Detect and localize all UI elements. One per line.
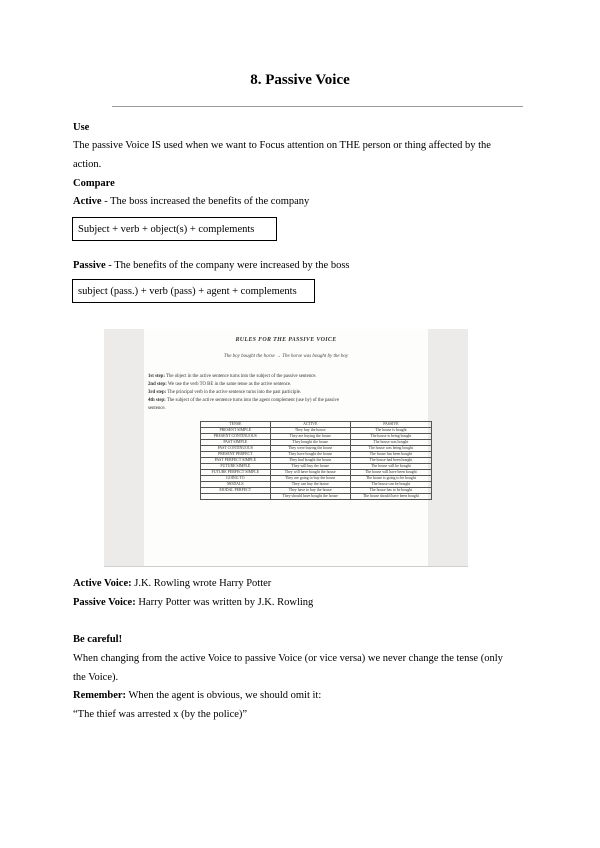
rules-step-4: 4th step: The subject of the active sentence turns into the agent complement (use by) of the passive <box>148 398 340 403</box>
rules-table-cell: They have bought the house <box>270 452 350 458</box>
page-title: 8. Passive Voice <box>250 72 350 88</box>
header-active: ACTIVE <box>270 422 350 428</box>
active-voice-text: J.K. Rowling wrote Harry Potter <box>131 578 272 589</box>
rules-table-cell: GOING TO <box>201 476 271 482</box>
rules-table-row <box>201 434 432 440</box>
remember-line <box>73 690 321 701</box>
active-voice-label: Active Voice: <box>73 578 132 589</box>
header-tense: TENSE <box>201 422 271 428</box>
passive-voice-label: Passive Voice: <box>73 597 136 608</box>
rules-table-cell: The house is going to be bought <box>350 476 431 482</box>
rules-image <box>104 329 468 566</box>
rules-table-cell: The house will have been bought <box>350 470 431 476</box>
rules-table-cell: PAST SIMPLE <box>201 440 271 446</box>
rules-table-row <box>201 464 432 470</box>
rules-table-cell: The house had been bought <box>350 458 431 464</box>
rules-table-row <box>201 428 432 434</box>
rules-table-cell: The house has been bought <box>350 452 431 458</box>
passive-sentence <box>73 260 350 271</box>
rules-table-cell: They will buy the house <box>270 464 350 470</box>
rules-table-cell: The house will be bought <box>350 464 431 470</box>
rules-table-cell: The house was being bought <box>350 446 431 452</box>
rules-table-cell: PRESENT CONTINUOUS <box>201 434 271 440</box>
active-label: Active <box>73 196 102 207</box>
rules-table-cell: MODALS <box>201 482 271 488</box>
rules-step-2: 2nd step: We use the verb TO BE in the same tense as the active sentence. <box>148 382 292 387</box>
rules-table-cell: They will have bought the house <box>270 470 350 476</box>
rules-table-cell: The house was bought <box>350 440 431 446</box>
compare-heading: Compare <box>73 178 115 189</box>
rules-table-row <box>201 470 432 476</box>
image-bottom-edge <box>104 566 468 568</box>
rules-table-cell: They were buying the house <box>270 446 350 452</box>
active-voice-example <box>73 578 271 589</box>
active-sentence <box>73 196 309 207</box>
rules-table-row <box>201 452 432 458</box>
rules-table-header <box>201 422 432 428</box>
careful-line-2: the Voice). <box>73 672 119 683</box>
header-passive: PASSIVE <box>350 422 431 428</box>
passive-label: Passive <box>73 260 106 271</box>
careful-line-1: When changing from the active Voice to passive Voice (or vice versa) we never change the tense (only <box>73 653 503 664</box>
rules-table-row <box>201 458 432 464</box>
rules-table-cell: They are going to buy the house <box>270 476 350 482</box>
rules-table-row <box>201 440 432 446</box>
rules-step-4-cont: sentence. <box>148 406 166 411</box>
rules-table-cell <box>201 494 271 500</box>
rules-table-cell: They have to buy the house <box>270 488 350 494</box>
remember-label: Remember: <box>73 690 127 701</box>
active-formula-box: Subject + verb + object(s) + complements <box>72 217 277 241</box>
use-line-2: action. <box>73 159 102 170</box>
rules-table-cell: They should have bought the house <box>270 494 350 500</box>
rules-table-cell: The house can be bought <box>350 482 431 488</box>
use-heading: Use <box>73 122 90 133</box>
rules-table-cell: FUTURE SIMPLE <box>201 464 271 470</box>
careful-heading: Be careful! <box>73 634 123 645</box>
rules-table-cell: PAST PERFECT SIMPLE <box>201 458 271 464</box>
rules-table-cell: They had bought the house <box>270 458 350 464</box>
rules-table-cell: They bought the house <box>270 440 350 446</box>
rules-table-cell: The house should have been bought <box>350 494 431 500</box>
rules-table-cell: PRESENT SIMPLE <box>201 428 271 434</box>
rules-table-row <box>201 482 432 488</box>
rules-table-cell: The house is being bought <box>350 434 431 440</box>
rules-table-cell: MODAL PERFECT <box>201 488 271 494</box>
rules-example: The boy bought the horse → The horse was bought by the boy <box>223 354 349 359</box>
rules-image-page <box>144 329 428 566</box>
use-line-1: The passive Voice IS used when we want to Focus attention on THE person or thing affected by the <box>73 140 491 151</box>
passive-text: - The benefits of the company were increased by the boss <box>105 260 350 271</box>
quote-line: “The thief was arrested x (by the police)” <box>73 709 248 720</box>
rules-step-1: 1st step: The object in the active sentence turns into the subject of the passive sentence. <box>148 374 317 379</box>
active-text: - The boss increased the benefits of the company <box>101 196 310 207</box>
remember-text: When the agent is obvious, we should omit it: <box>126 690 322 701</box>
passive-voice-text: Harry Potter was written by J.K. Rowling <box>135 597 314 608</box>
rules-table <box>200 421 432 500</box>
passive-voice-example <box>73 597 313 608</box>
rules-table-cell: The house is bought <box>350 428 431 434</box>
title-divider <box>112 106 523 107</box>
rules-table-cell: The house has to be bought <box>350 488 431 494</box>
rules-table-row <box>201 476 432 482</box>
rules-table-cell: FUTURE PERFECT SIMPLE <box>201 470 271 476</box>
rules-table-row <box>201 494 432 500</box>
rules-title: RULES FOR THE PASSIVE VOICE <box>235 337 337 343</box>
rules-step-3: 3rd step: The principal verb in the active sentence turns into the past participle. <box>148 390 302 395</box>
rules-table-cell: They can buy the house <box>270 482 350 488</box>
passive-formula-box: subject (pass.) + verb (pass) + agent + complements <box>72 279 315 303</box>
rules-table-cell: They buy the house <box>270 428 350 434</box>
rules-table-cell: PRESENT PERFECT <box>201 452 271 458</box>
rules-table-cell: PAST CONTINUOUS <box>201 446 271 452</box>
rules-table-row <box>201 446 432 452</box>
rules-table-cell: They are buying the house <box>270 434 350 440</box>
rules-table-row <box>201 488 432 494</box>
